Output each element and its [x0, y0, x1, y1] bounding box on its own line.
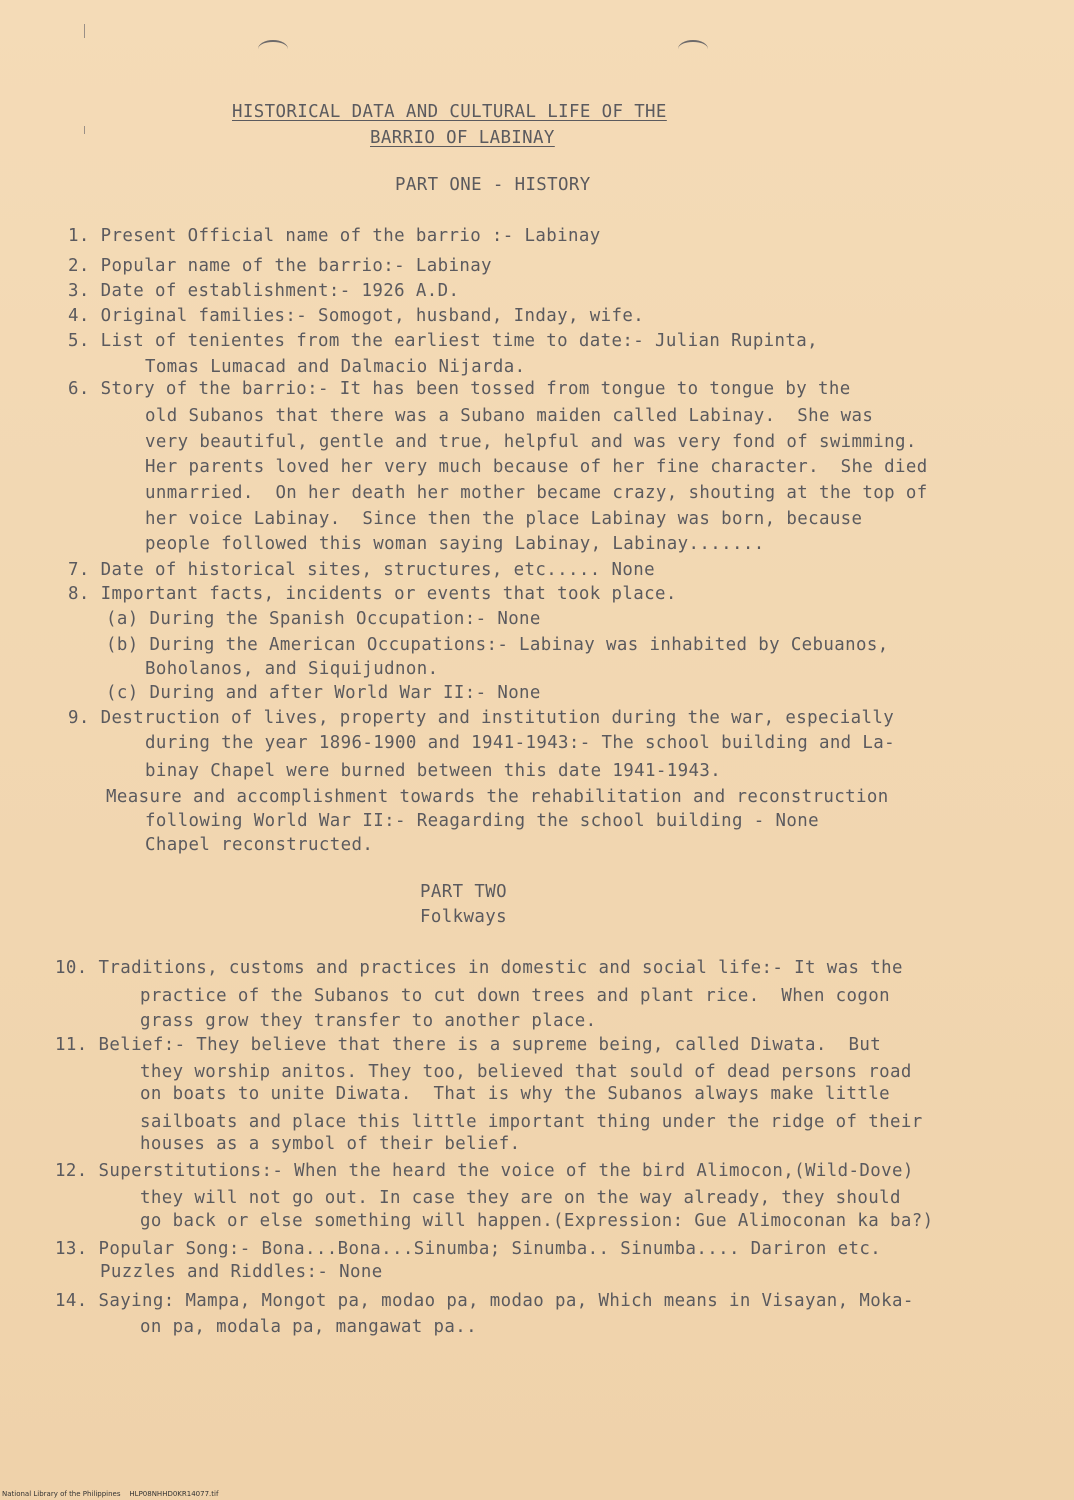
- measure-line-cont: following World War II:- Reagarding the school building - None: [145, 811, 819, 831]
- margin-mark: [84, 24, 85, 38]
- item-9-cont: during the year 1896-1900 and 1941-1943:- The school building and La-: [145, 733, 896, 753]
- item-9: 9. Destruction of lives, property and institution during the war, especially: [68, 708, 895, 728]
- item-7: 7. Date of historical sites, structures, etc..... None: [68, 560, 655, 580]
- margin-mark: [84, 126, 85, 134]
- item-14: 14. Saying: Mampa, Mongot pa, modao pa, modao pa, Which means in Visayan, Moka-: [55, 1291, 914, 1311]
- item-5: 5. List of tenientes from the earliest time to date:- Julian Rupinta,: [68, 331, 819, 351]
- item-13: 13. Popular Song:- Bona...Bona...Sinumba; Sinumba.. Sinumba.... Dariron etc.: [55, 1239, 882, 1259]
- puzzles-line: Puzzles and Riddles:- None: [100, 1262, 383, 1282]
- title-line-2: BARRIO OF LABINAY: [370, 128, 555, 148]
- measure-line: Measure and accomplishment towards the rehabilitation and reconstruction: [106, 787, 889, 807]
- item-11-cont: on boats to unite Diwata. That is why the Subanos always make little: [140, 1084, 891, 1104]
- item-8: 8. Important facts, incidents or events that took place.: [68, 584, 677, 604]
- item-6: 6. Story of the barrio:- It has been tossed from tongue to tongue by the: [68, 379, 851, 399]
- item-11-cont: houses as a symbol of their belief.: [140, 1134, 521, 1154]
- item-6-cont: her voice Labinay. Since then the place Labinay was born, because: [145, 509, 863, 529]
- item-12: 12. Superstitutions:- When the heard the voice of the bird Alimocon,(Wild-Dove): [55, 1161, 914, 1181]
- item-2: 2. Popular name of the barrio:- Labinay: [68, 256, 492, 276]
- item-4: 4. Original families:- Somogot, husband, Inday, wife.: [68, 306, 645, 326]
- item-11-cont: sailboats and place this little important thing under the ridge of their: [140, 1112, 923, 1132]
- item-12-cont: go back or else something will happen.(Expression: Gue Alimoconan ka ba?): [140, 1211, 934, 1231]
- item-11-cont: they worship anitos. They too, believed that sould of dead persons road: [140, 1062, 912, 1082]
- item-11: 11. Belief:- They believe that there is a supreme being, called Diwata. But: [55, 1035, 882, 1055]
- footer-library: National Library of the Philippines: [2, 1490, 121, 1498]
- item-6-cont: unmarried. On her death her mother became crazy, shouting at the top of: [145, 483, 928, 503]
- footer-filename: HLP08NHHD0KR14077.tif: [129, 1490, 219, 1498]
- measure-line-cont: Chapel reconstructed.: [145, 835, 374, 855]
- part-two-heading: PART TWO: [420, 882, 507, 902]
- item-8b-cont: Boholanos, and Siquijudnon.: [145, 659, 439, 679]
- part-one-heading: PART ONE - HISTORY: [395, 175, 591, 195]
- item-6-cont: very beautiful, gentle and true, helpful and was very fond of swimming.: [145, 432, 917, 452]
- item-5-cont: Tomas Lumacad and Dalmacio Nijarda.: [145, 357, 526, 377]
- folkways-heading: Folkways: [420, 907, 507, 927]
- item-3: 3. Date of establishment:- 1926 A.D.: [68, 281, 460, 301]
- item-10: 10. Traditions, customs and practices in domestic and social life:- It was the: [55, 958, 903, 978]
- item-10-cont: grass grow they transfer to another place.: [140, 1011, 597, 1031]
- item-9-cont: binay Chapel were burned between this date 1941-1943.: [145, 761, 722, 781]
- title-line-1: HISTORICAL DATA AND CULTURAL LIFE OF THE: [232, 102, 667, 122]
- punch-hole-left: [258, 40, 288, 58]
- item-10-cont: practice of the Subanos to cut down trees and plant rice. When cogon: [140, 986, 891, 1006]
- item-8a: (a) During the Spanish Occupation:- None: [106, 609, 541, 629]
- item-12-cont: they will not go out. In case they are on the way already, they should: [140, 1188, 901, 1208]
- item-6-cont: old Subanos that there was a Subano maiden called Labinay. She was: [145, 406, 874, 426]
- item-6-cont: people followed this woman saying Labinay, Labinay.......: [145, 534, 765, 554]
- item-1: 1. Present Official name of the barrio :- Labinay: [68, 226, 601, 246]
- punch-hole-right: [678, 40, 708, 58]
- scan-footer: [2, 1490, 218, 1498]
- item-6-cont: Her parents loved her very much because of her fine character. She died: [145, 457, 928, 477]
- item-8c: (c) During and after World War II:- None: [106, 683, 541, 703]
- item-8b: (b) During the American Occupations:- Labinay was inhabited by Cebuanos,: [106, 635, 889, 655]
- item-14-cont: on pa, modala pa, mangawat pa..: [140, 1317, 477, 1337]
